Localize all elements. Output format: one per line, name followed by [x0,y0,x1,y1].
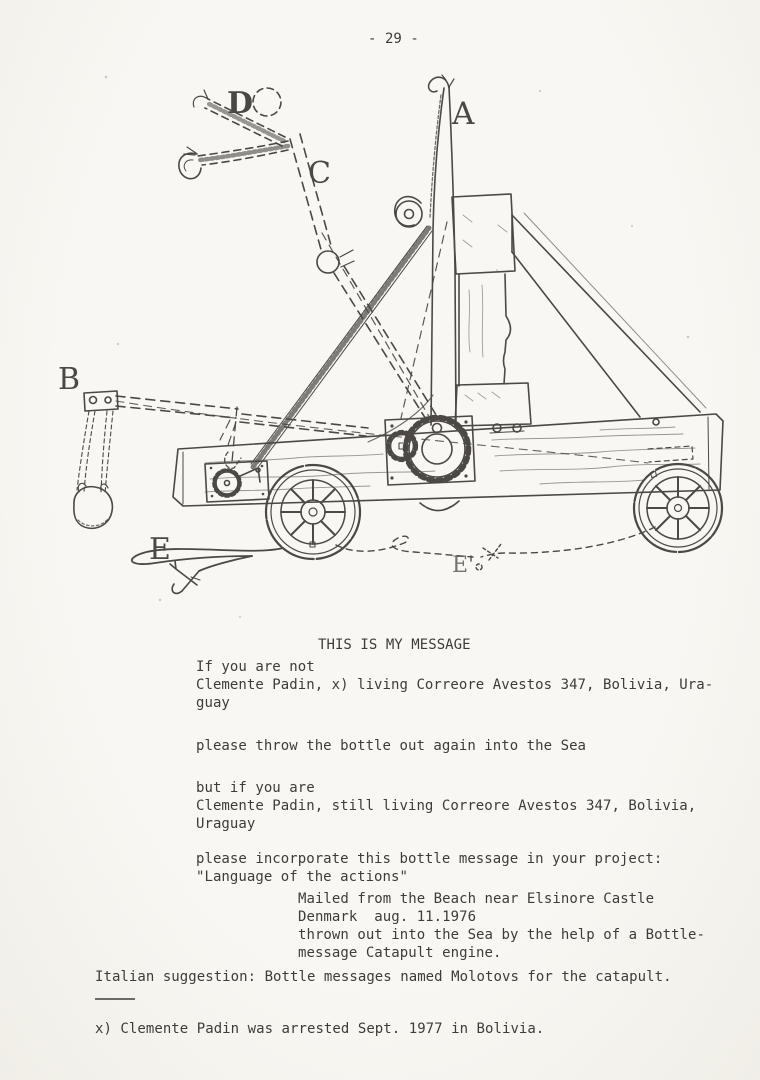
label-d: D [227,86,254,121]
message-line: If you are not [196,659,315,675]
message-line: Clemente Padin, still living Correore Avestos 347, Bolivia, [196,798,697,814]
pulley-icon [395,197,422,227]
message-line: please incorporate this bottle message in your project: [196,851,663,867]
counterweight-assembly [74,391,118,528]
label-a: A [452,96,475,132]
roller [420,501,459,511]
message-line: but if you are [196,780,315,796]
message-line: Clemente Padin, x) living Correore Avestos 347, Bolivia, Ura- [196,677,714,693]
message-line: thrown out into the Sea by the help of a Bottle- [298,927,705,943]
bottle-icon [253,88,281,116]
label-e-prime: E' [452,553,475,578]
diagonal-strut [512,213,706,417]
windlass [205,461,269,502]
arm-c-pulley [317,250,354,273]
label-c: C [308,156,331,191]
note-italian-suggestion: Italian suggestion: Bottle messages named Molotovs for the catapult. [95,969,672,985]
message-line: Mailed from the Beach near Elsinore Castle [298,891,655,907]
message-line: message Catapult engine. [298,945,502,961]
message-title: THIS IS MY MESSAGE [318,637,471,653]
throwing-arm [395,75,456,433]
footnote: x) Clemente Padin was arrested Sept. 1977 in Bolivia. [95,1021,545,1037]
message-line: "Language of the actions" [196,869,408,885]
pouch-hook [179,153,201,179]
message-line: guay [196,695,230,711]
message-line: Denmark aug. 11.1976 [298,909,477,925]
page-number: - 29 - [368,31,419,47]
message-line: please throw the bottle out again into the Sea [196,738,587,754]
front-wheel [266,465,360,559]
message-line: Uraguay [196,816,256,832]
label-e: E [149,532,171,567]
anchor-e-prime-icon [476,544,501,570]
label-b: B [58,362,81,397]
support-tower [452,194,531,426]
small-gear-icon [388,432,416,460]
grapnel-icon [170,561,200,593]
scan-specks [105,76,690,618]
rope-e-prime [336,527,655,570]
guide-ropes [322,222,447,420]
footnote-rule [95,998,135,1000]
arm-pivot-bolt [433,424,442,433]
